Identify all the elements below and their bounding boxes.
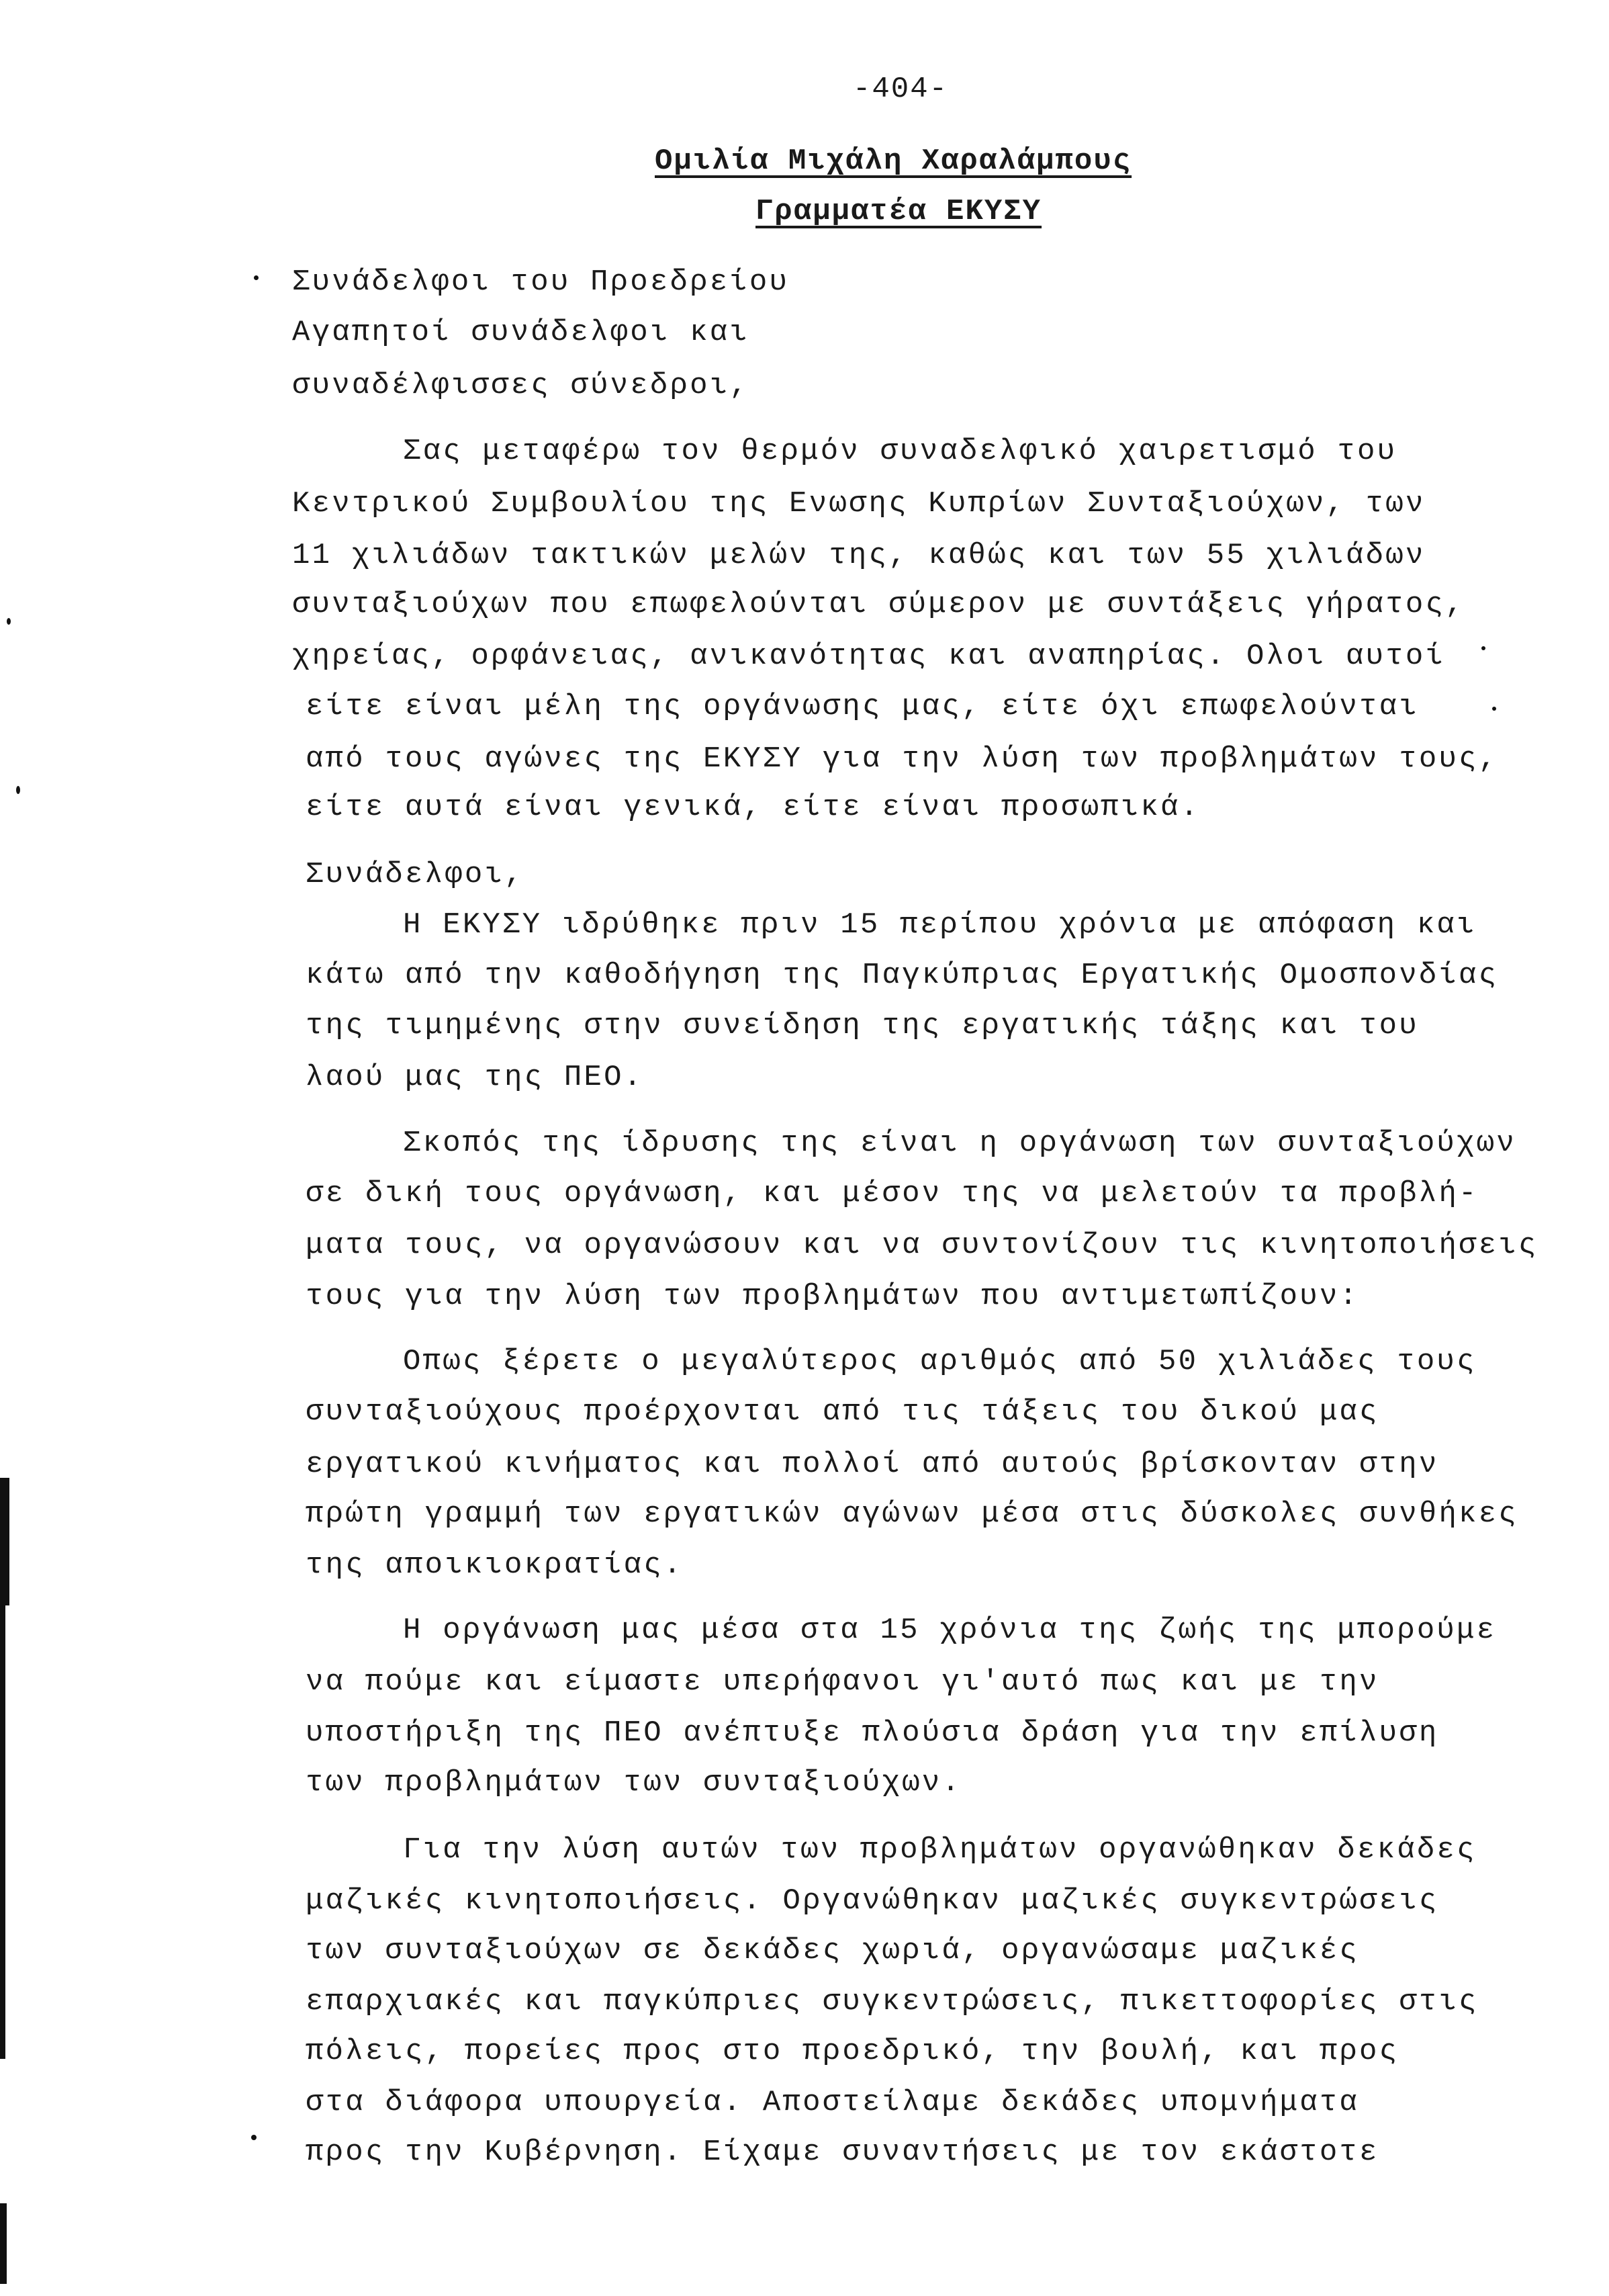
page-number: -404- (853, 73, 949, 106)
text-line: συναδέλφισσες σύνεδροι, (292, 369, 749, 402)
text-line: σε δική τους οργάνωση, και μέσον της να μελετούν τα προβλή- (306, 1177, 1479, 1210)
text-line: Συνάδελφοι, (306, 858, 524, 891)
text-line: πρώτη γραμμή των εργατικών αγώνων μέσα στις δύσκολες συνθήκες (306, 1497, 1518, 1531)
scan-edge-mark (0, 1478, 9, 1605)
text-line: Η οργάνωση μας μέσα στα 15 χρόνια της ζωής της μπορούμε (403, 1614, 1497, 1647)
text-line: κάτω από την καθοδήγηση της Παγκύπριας Εργατικής Ομοσπονδίας (306, 959, 1499, 992)
text-line: εργατικού κινήματος και πολλοί από αυτούς βρίσκονταν στην (306, 1448, 1439, 1481)
text-line: Συνάδελφοι του Προεδρείου (292, 265, 790, 299)
text-line: της αποικιοκρατίας. (306, 1548, 684, 1582)
text-line: συνταξιούχων που επωφελούνται σύμερον με συντάξεις γήρατος, (292, 588, 1465, 621)
text-line: χηρείας, ορφάνειας, ανικανότητας και αναπηρίας. Ολοι αυτοί (292, 639, 1446, 673)
text-line: είτε είναι μέλη της οργάνωσης μας, είτε όχι επωφελούνται (306, 690, 1419, 723)
text-line: πόλεις, πορείες προς στο προεδρικό, την βουλή, και προς (306, 2035, 1399, 2068)
text-line: ματα τους, να οργανώσουν και να συντονίζουν τις κινητοποιήσεις (306, 1229, 1538, 1262)
text-line: των συνταξιούχων σε δεκάδες χωριά, οργανώσαμε μαζικές (306, 1934, 1360, 1968)
scan-speck (254, 275, 259, 280)
text-line: Οπως ξέρετε ο μεγαλύτερος αριθμός από 50 χιλιάδες τους (403, 1345, 1477, 1378)
scan-speck (7, 618, 11, 625)
text-line: Σκοπός της ίδρυσης της είναι η οργάνωση των συνταξιούχων (403, 1127, 1516, 1160)
text-line: Σας μεταφέρω τον θερμόν συναδελφικό χαιρετισμό του (403, 435, 1397, 468)
text-line: επαρχιακές και παγκύπριες συγκεντρώσεις, πικεττοφορίες στις (306, 1985, 1479, 2019)
text-line: 11 χιλιάδων τακτικών μελών της, καθώς και των 55 χιλιάδων (292, 539, 1426, 572)
scan-speck (16, 786, 20, 794)
text-line: στα διάφορα υπουργεία. Αποστείλαμε δεκάδες υπομνήματα (306, 2086, 1360, 2119)
text-line: προς την Κυβέρνηση. Είχαμε συναντήσεις με τον εκάστοτε (306, 2135, 1379, 2169)
text-line: της τιμημένης στην συνείδηση της εργατικής τάξης και του (306, 1009, 1419, 1043)
speech-title: Ομιλία Μιχάλη Χαραλάμπους (655, 144, 1132, 178)
text-line: Αγαπητοί συνάδελφοι και (292, 316, 749, 349)
text-line: μαζικές κινητοποιήσεις. Οργανώθηκαν μαζικές συγκεντρώσεις (306, 1884, 1439, 1918)
scan-edge-mark (0, 2203, 7, 2284)
text-line: να πούμε και είμαστε υπερήφανοι γι'αυτό πως και με την (306, 1665, 1379, 1699)
scan-edge-mark (0, 1602, 5, 2059)
scan-speck (1492, 707, 1496, 711)
text-line: λαού μας της ΠΕΟ. (306, 1061, 644, 1094)
text-line: από τους αγώνες της ΕΚΥΣΥ για την λύση των προβλημάτων τους, (306, 742, 1499, 776)
text-line: Η ΕΚΥΣΥ ιδρύθηκε πριν 15 περίπου χρόνια με απόφαση και (403, 908, 1477, 942)
text-line: Για την λύση αυτών των προβλημάτων οργανώθηκαν δεκάδες (403, 1833, 1477, 1867)
text-line: υποστήριξη της ΠΕΟ ανέπτυξε πλούσια δράση για την επίλυση (306, 1716, 1439, 1750)
scan-speck (1481, 646, 1485, 650)
text-line: των προβλημάτων των συνταξιούχων. (306, 1766, 962, 1800)
scan-speck (251, 2135, 257, 2140)
text-line: τους για την λύση των προβλημάτων που αντιμετωπίζουν: (306, 1280, 1360, 1313)
speech-subtitle: Γραμματέα ΕΚΥΣΥ (755, 195, 1042, 228)
text-line: συνταξιούχους προέρχονται από τις τάξεις του δικού μας (306, 1395, 1379, 1429)
text-line: είτε αυτά είναι γενικά, είτε είναι προσωπικά. (306, 791, 1201, 824)
text-line: Κεντρικού Συμβουλίου της Ενωσης Κυπρίων Συνταξιούχων, των (292, 487, 1426, 521)
